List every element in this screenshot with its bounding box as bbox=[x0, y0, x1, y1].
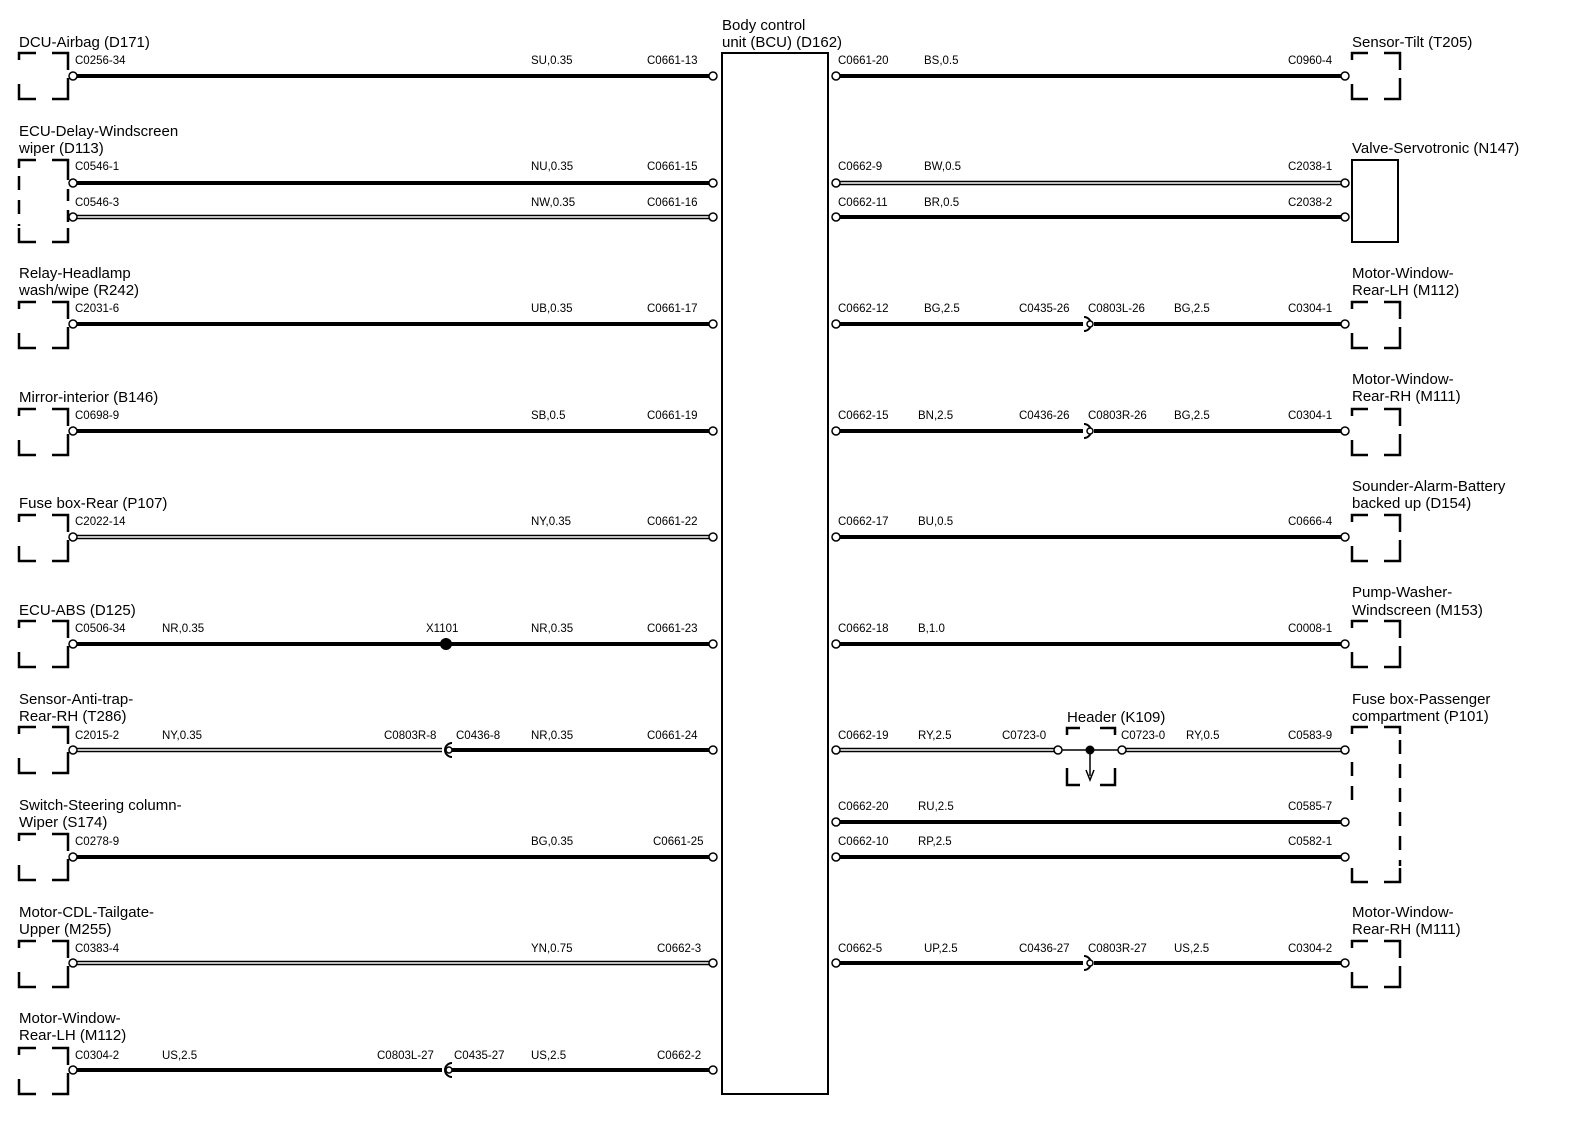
component-name: Mirror-interior (B146) bbox=[19, 389, 159, 406]
connector-label: C0304-2 bbox=[1288, 943, 1333, 955]
connector-label: C0546-1 bbox=[75, 161, 120, 173]
component-name-line2: Rear-RH (M111) bbox=[1352, 921, 1461, 938]
wire-spec: RY,2.5 bbox=[918, 730, 952, 742]
wire-spec: NR,0.35 bbox=[162, 623, 205, 635]
wire-spec: BN,2.5 bbox=[918, 410, 954, 422]
component-name-line2: Rear-RH (M111) bbox=[1352, 388, 1461, 405]
bcu-pin-label: C0661-16 bbox=[647, 197, 698, 209]
connector-label: C2038-2 bbox=[1288, 197, 1333, 209]
component-name-line1: Motor-Window- bbox=[1352, 904, 1454, 921]
wire-spec: NR,0.35 bbox=[531, 623, 574, 635]
connector-label: C0383-4 bbox=[75, 943, 120, 955]
wire-spec: BU,0.5 bbox=[918, 516, 954, 528]
component-name: Sensor-Tilt (T205) bbox=[1352, 34, 1473, 51]
bcu-pin-label: C0661-22 bbox=[647, 516, 698, 528]
component-fuse-box-rear bbox=[19, 495, 717, 561]
wire-spec: NY,0.35 bbox=[531, 516, 572, 528]
inline-connector-label: C0436-26 bbox=[1019, 410, 1070, 422]
component-name-line1: ECU-Delay-Windscreen bbox=[19, 123, 179, 140]
component-name: Fuse box-Rear (P107) bbox=[19, 495, 168, 512]
connector-label: C0256-34 bbox=[75, 55, 126, 67]
wire-spec: BG,2.5 bbox=[924, 303, 960, 315]
component-name-line2: wiper (D113) bbox=[19, 140, 104, 157]
bcu-pin-label: C0662-17 bbox=[838, 516, 889, 528]
wire-spec: NY,0.35 bbox=[162, 730, 203, 742]
bcu-pin-label: C0662-18 bbox=[838, 623, 889, 635]
component-sensor-anti-trap-rear-rh bbox=[19, 691, 717, 773]
inline-connector-label: C0723-0 bbox=[1002, 730, 1047, 742]
inline-connector-label: C0803R-8 bbox=[384, 730, 437, 742]
bcu-pin-label: C0661-24 bbox=[647, 730, 698, 742]
inline-connector-label: C0803L-27 bbox=[377, 1050, 434, 1062]
component-fuse-box-passenger-compartment bbox=[832, 691, 1490, 882]
component-relay-headlamp bbox=[18, 265, 717, 348]
inline-connector-label: C0436-8 bbox=[456, 730, 501, 742]
component-name-line1: Motor-Window- bbox=[19, 1010, 121, 1027]
inline-connector-label: C0436-27 bbox=[1019, 943, 1070, 955]
component-sounder-alarm-battery bbox=[832, 478, 1506, 561]
connector-label: C0304-1 bbox=[1288, 303, 1333, 315]
wire-spec: NR,0.35 bbox=[531, 730, 574, 742]
connector-label: C0304-2 bbox=[75, 1050, 120, 1062]
wire-spec: BW,0.5 bbox=[924, 161, 962, 173]
component-name-line2: backed up (D154) bbox=[1352, 495, 1472, 512]
component-switch-steering-column-wiper bbox=[19, 797, 717, 880]
bcu-pin-label: C0662-3 bbox=[657, 943, 702, 955]
bcu-pin-label: C0662-20 bbox=[838, 801, 889, 813]
connector-label: C0585-7 bbox=[1288, 801, 1333, 813]
component-pump-washer-windscreen bbox=[832, 584, 1483, 667]
wire-spec: BG,0.35 bbox=[531, 836, 574, 848]
component-valve-servotronic bbox=[832, 140, 1519, 242]
wire-spec: NU,0.35 bbox=[531, 161, 574, 173]
component-name-line2: Windscreen (M153) bbox=[1352, 602, 1483, 619]
component-motor-cdl-tailgate-upper bbox=[19, 904, 717, 987]
connector-label: C0278-9 bbox=[75, 836, 120, 848]
inline-connector-label: C0803R-27 bbox=[1088, 943, 1147, 955]
component-name-line2: wash/wipe (R242) bbox=[19, 282, 140, 299]
component-name-line2: Rear-LH (M112) bbox=[1352, 282, 1460, 299]
connector-label: C2031-6 bbox=[75, 303, 120, 315]
bcu-pin-label: C0662-11 bbox=[838, 197, 888, 209]
component-ecu-abs bbox=[19, 602, 717, 667]
component-name-line2: Rear-LH (M112) bbox=[19, 1027, 127, 1044]
connector-label: C0666-4 bbox=[1288, 516, 1333, 528]
terminal bbox=[69, 72, 77, 80]
component-motor-window-rear-lh-right bbox=[832, 265, 1459, 348]
wire-spec: SB,0.5 bbox=[531, 410, 566, 422]
bcu-pin-label: C0662-15 bbox=[838, 410, 889, 422]
component-name-line1: Motor-Window- bbox=[1352, 371, 1454, 388]
bcu-pin-label: C0662-2 bbox=[657, 1050, 702, 1062]
component-mirror-interior bbox=[19, 389, 717, 455]
component-box-solid bbox=[1352, 160, 1398, 242]
bcu-pin-label: C0661-20 bbox=[838, 55, 889, 67]
connector-label: C0506-34 bbox=[75, 623, 126, 635]
wire-spec: UP,2.5 bbox=[924, 943, 958, 955]
connector-label: C2015-2 bbox=[75, 730, 120, 742]
wire-spec: US,2.5 bbox=[531, 1050, 567, 1062]
wire-spec: SU,0.35 bbox=[531, 55, 573, 67]
bcu-title-line2: unit (BCU) (D162) bbox=[722, 34, 843, 51]
bcu-pin-label: C0662-9 bbox=[838, 161, 883, 173]
connector-label: C0546-3 bbox=[75, 197, 120, 209]
wire-spec: B,1.0 bbox=[918, 623, 945, 635]
component-name-line1: Sounder-Alarm-Battery bbox=[1352, 478, 1506, 495]
connector-label: C2038-1 bbox=[1288, 161, 1333, 173]
inline-connector-label: C0803L-26 bbox=[1088, 303, 1145, 315]
connector-label: C0960-4 bbox=[1288, 55, 1333, 67]
bcu-pin-label: C0661-17 bbox=[647, 303, 698, 315]
bcu-pin-label: C0662-12 bbox=[838, 303, 889, 315]
wire-spec: BG,2.5 bbox=[1174, 303, 1210, 315]
bcu-pin-label: C0662-5 bbox=[838, 943, 883, 955]
splice-point bbox=[440, 638, 452, 650]
wire-spec: BS,0.5 bbox=[924, 55, 959, 67]
component-name-line1: Fuse box-Passenger bbox=[1352, 691, 1491, 708]
component-name-line1: Sensor-Anti-trap- bbox=[19, 691, 134, 708]
inline-connector-label: C0723-0 bbox=[1121, 730, 1166, 742]
bcu-pin-label: C0661-19 bbox=[647, 410, 698, 422]
wire-spec: BR,0.5 bbox=[924, 197, 960, 209]
connector-label: C0698-9 bbox=[75, 410, 120, 422]
terminal bbox=[709, 72, 717, 80]
connector-label: C2022-14 bbox=[75, 516, 126, 528]
inline-connector-label: C0435-26 bbox=[1019, 303, 1070, 315]
connector-label: C0582-1 bbox=[1288, 836, 1333, 848]
component-motor-window-rear-rh-2 bbox=[832, 904, 1461, 987]
wire-spec: RP,2.5 bbox=[918, 836, 952, 848]
wire-spec: US,2.5 bbox=[162, 1050, 198, 1062]
component-ecu-delay-windscreen-wiper bbox=[18, 123, 717, 242]
component-name-line1: Switch-Steering column- bbox=[19, 797, 182, 814]
connector-label: C0008-1 bbox=[1288, 623, 1333, 635]
bcu-title-line1: Body control bbox=[722, 17, 806, 34]
wire-spec: RU,2.5 bbox=[918, 801, 954, 813]
splice-label: X1101 bbox=[426, 623, 459, 635]
wire-spec: UB,0.35 bbox=[531, 303, 573, 315]
header-label: Header (K109) bbox=[1067, 709, 1166, 726]
component-box-dashed bbox=[19, 53, 68, 99]
component-name: ECU-ABS (D125) bbox=[19, 602, 136, 619]
inline-connector-label: C0803R-26 bbox=[1088, 410, 1147, 422]
component-name-line2: Rear-RH (T286) bbox=[19, 708, 127, 725]
bcu-pin-label: C0662-19 bbox=[838, 730, 889, 742]
bcu-pin-label: C0662-10 bbox=[838, 836, 889, 848]
component-motor-window-rear-lh-left bbox=[19, 1010, 717, 1094]
component-name-line1: Motor-CDL-Tailgate- bbox=[19, 904, 155, 921]
component-motor-window-rear-rh bbox=[832, 371, 1461, 455]
component-dcu-airbag bbox=[19, 34, 717, 99]
bcu-pin-label: C0661-15 bbox=[647, 161, 698, 173]
wire-spec: NW,0.35 bbox=[531, 197, 576, 209]
wire-spec: BG,2.5 bbox=[1174, 410, 1210, 422]
component-name-line1: Pump-Washer- bbox=[1352, 584, 1453, 601]
bcu-pin-label: C0661-23 bbox=[647, 623, 698, 635]
component-name: Valve-Servotronic (N147) bbox=[1352, 140, 1520, 157]
connector-label: C0583-9 bbox=[1288, 730, 1333, 742]
bcu-pin-label: C0661-25 bbox=[653, 836, 704, 848]
wire-spec: YN,0.75 bbox=[531, 943, 573, 955]
component-name-line1: Relay-Headlamp bbox=[19, 265, 131, 282]
bcu-pin-label: C0661-13 bbox=[647, 55, 698, 67]
component-name-line2: Upper (M255) bbox=[19, 921, 112, 938]
wire-spec: RY,0.5 bbox=[1186, 730, 1220, 742]
connector-label: C0304-1 bbox=[1288, 410, 1333, 422]
wire-spec: US,2.5 bbox=[1174, 943, 1210, 955]
inline-connector-label: C0435-27 bbox=[454, 1050, 505, 1062]
component-name-line1: Motor-Window- bbox=[1352, 265, 1454, 282]
component-name: DCU-Airbag (D171) bbox=[19, 34, 150, 51]
component-name-line2: Wiper (S174) bbox=[19, 814, 108, 831]
component-name-line2: compartment (P101) bbox=[1352, 708, 1489, 725]
component-sensor-tilt bbox=[832, 34, 1472, 99]
bcu-box bbox=[722, 53, 828, 1094]
